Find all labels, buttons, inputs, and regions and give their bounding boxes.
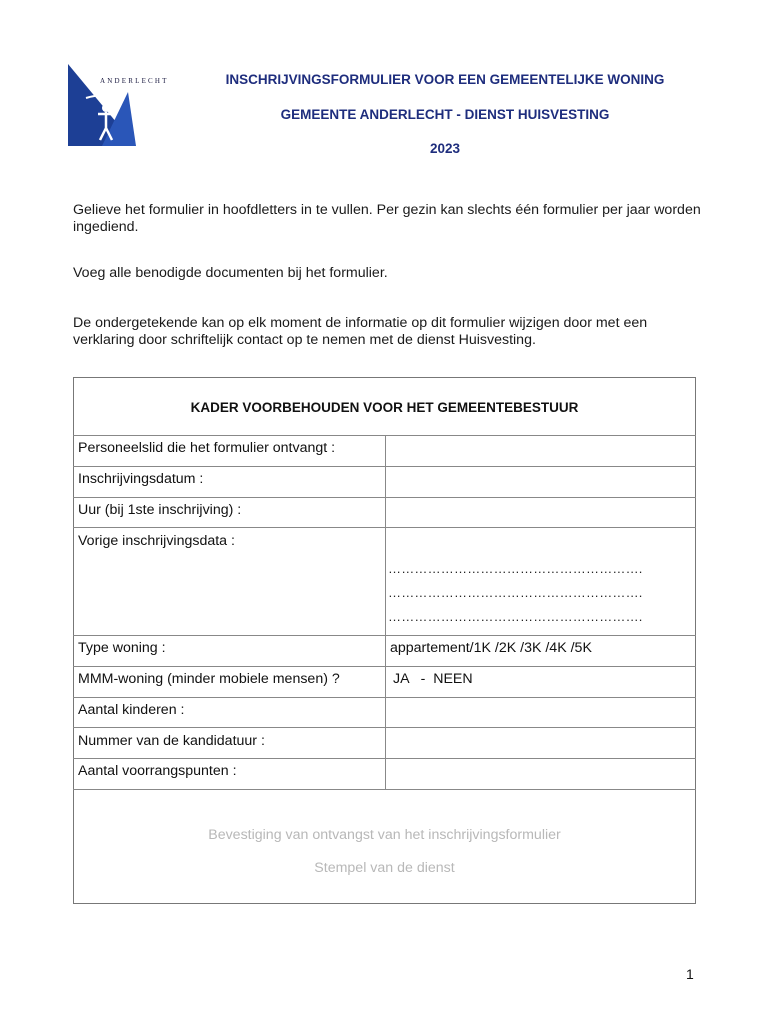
mmm-housing-options[interactable]: JA - NEEN: [393, 671, 473, 687]
previous-date-line[interactable]: ………………………………………………….: [388, 561, 643, 576]
mmm-housing-label: MMM-woning (minder mobiele mensen) ?: [78, 671, 340, 687]
registration-date-label: Inschrijvingsdatum :: [78, 471, 204, 487]
housing-type-label: Type woning :: [78, 640, 166, 656]
intro-paragraph-2: Voeg alle benodigde documenten bij het formulier.: [73, 265, 388, 281]
staff-label: Personeelslid die het formulier ontvangt :: [78, 440, 336, 456]
form-title: INSCHRIJVINGSFORMULIER VOOR EEN GEMEENTELIJKE WONING: [225, 72, 665, 87]
admin-frame-title: KADER VOORBEHOUDEN VOOR HET GEMEENTEBESTUUR: [190, 400, 579, 415]
form-year: 2023: [429, 141, 461, 156]
column-divider: [385, 435, 386, 789]
priority-points-label: Aantal voorrangspunten :: [78, 763, 237, 779]
previous-date-line[interactable]: ………………………………………………….: [388, 609, 643, 624]
receipt-confirmation-text: Bevestiging van ontvangst van het inschrijvingsformulier: [208, 827, 561, 843]
service-stamp-text: Stempel van de dienst: [314, 860, 455, 876]
intro-paragraph-1: Gelieve het formulier in hoofdletters in te vullen. Per gezin kan slechts één formulier per jaar worden ingediend.: [73, 202, 701, 235]
logo-wordmark: ANDERLECHT: [100, 77, 169, 85]
registration-hour-label: Uur (bij 1ste inschrijving) :: [78, 502, 242, 518]
housing-type-options[interactable]: appartement/1K /2K /3K /4K /5K: [390, 640, 592, 656]
children-count-label: Aantal kinderen :: [78, 702, 185, 718]
candidacy-number-label: Nummer van de kandidatuur :: [78, 733, 265, 749]
page-number: 1: [686, 966, 694, 982]
previous-dates-label: Vorige inschrijvingsdata :: [78, 533, 235, 549]
intro-paragraph-3: De ondergetekende kan op elk moment de informatie op dit formulier wijzigen door met een verklaring door schriftelijk contact op te nemen met de dienst Huisvesting.: [73, 315, 648, 348]
previous-date-line[interactable]: ………………………………………………….: [388, 585, 643, 600]
form-subtitle: GEMEENTE ANDERLECHT - DIENST HUISVESTING: [280, 107, 610, 122]
row-divider: [73, 789, 696, 790]
